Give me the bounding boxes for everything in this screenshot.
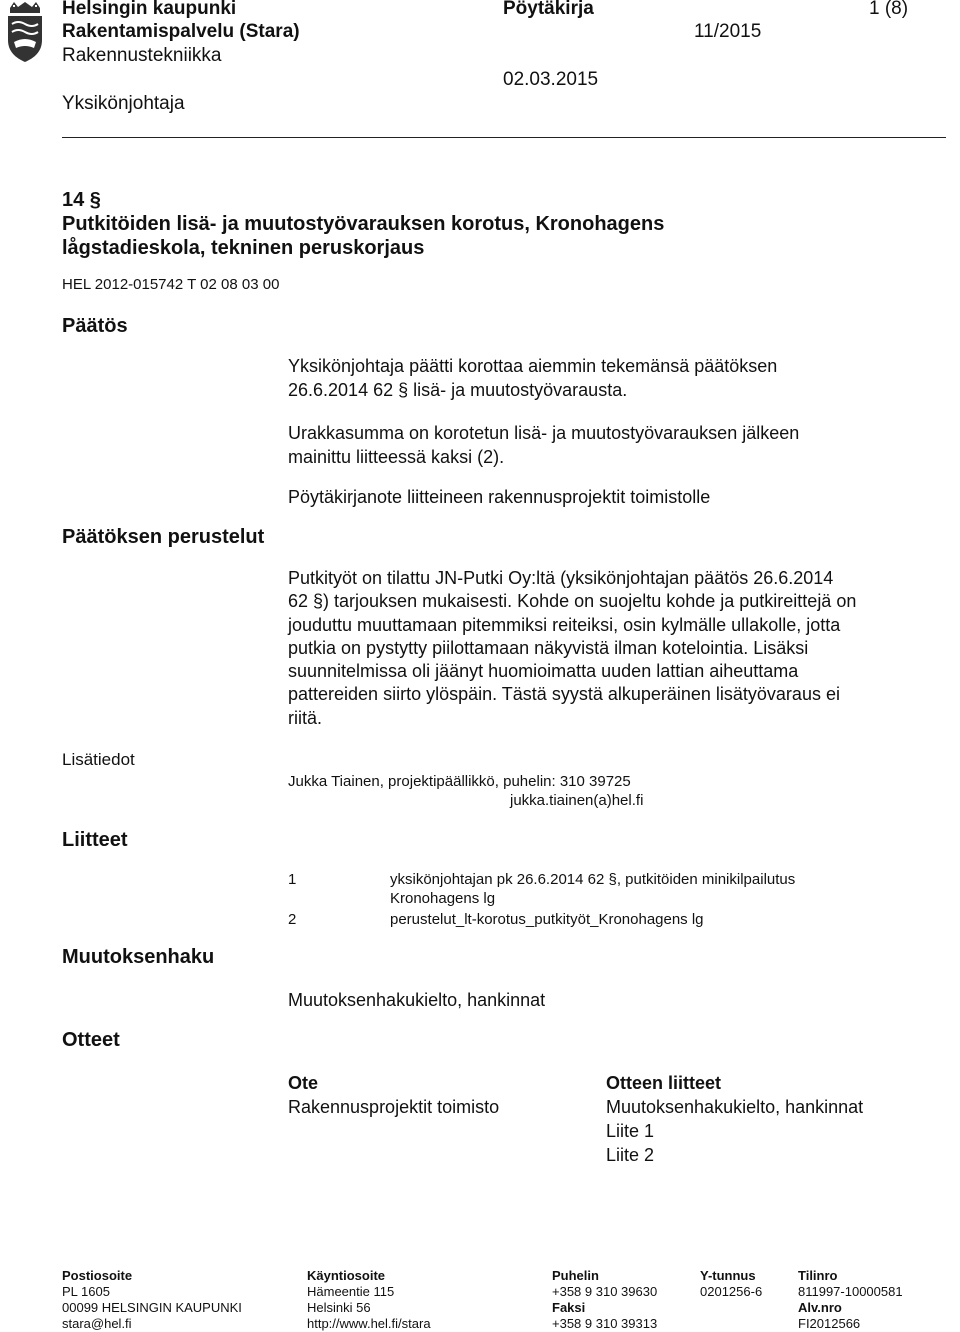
rationale-paragraph xyxy=(288,567,958,730)
attachment-number: 1 xyxy=(288,871,297,888)
footer-heading: Alv.nro xyxy=(798,1300,842,1315)
extract-recipient: Rakennusprojektit toimisto xyxy=(288,1097,500,1117)
label-lisatiedot: Lisätiedot xyxy=(62,750,135,769)
rationale-line: riitä. xyxy=(288,707,323,728)
helsinki-crest-icon xyxy=(4,2,46,64)
page-number: 1 (8) xyxy=(869,0,909,19)
footer-value: 00099 HELSINGIN KAUPUNKI xyxy=(62,1300,242,1315)
header-divider xyxy=(62,137,946,138)
doc-type: Pöytäkirja xyxy=(503,0,594,19)
doc-date: 02.03.2015 xyxy=(503,69,599,90)
footer-website[interactable]: http://www.hel.fi/stara xyxy=(307,1316,431,1331)
department-name: Rakennustekniikka xyxy=(62,45,222,66)
attachment-number: 2 xyxy=(288,911,297,928)
decision-p2-line2: mainittu liitteessä kaksi (2). xyxy=(288,447,505,467)
extract-attachment-item: Muutoksenhakukielto, hankinnat xyxy=(606,1097,864,1117)
extracts-header: Ote xyxy=(288,1073,319,1093)
decision-p3: Pöytäkirjanote liitteineen rakennusprojektit toimistolle xyxy=(288,487,711,507)
footer-value: 811997-10000581 xyxy=(798,1284,903,1299)
unit-name: Rakentamispalvelu (Stara) xyxy=(62,21,300,42)
footer-account xyxy=(798,1268,903,1332)
decision-p2-line1: Urakkasumma on korotetun lisä- ja muutostyövarauksen jälkeen xyxy=(288,423,800,443)
attachment-title-cont: Kronohagens lg xyxy=(390,890,496,907)
footer-phone xyxy=(552,1268,657,1332)
footer-value: 0201256-6 xyxy=(700,1284,763,1299)
rationale-line: suunnitelmissa oli jäänyt huomioimatta uuden lattian aiheuttama xyxy=(288,661,799,682)
decision-p1-line1: Yksikönjohtaja päätti korottaa aiemmin tekemänsä päätöksen xyxy=(288,356,778,376)
decision-p1-line2: 26.6.2014 62 § lisä- ja muutostyövarausta. xyxy=(288,380,628,400)
footer-heading: Puhelin xyxy=(552,1268,599,1283)
rationale-line: putkia on pystytty piilottamaan näkyvistä ilman kotelointia. Lisäksi xyxy=(288,637,809,658)
item-title-line1: Putkitöiden lisä- ja muutostyövarauksen korotus, Kronohagens xyxy=(62,213,665,235)
footer-postal xyxy=(62,1268,242,1332)
footer-value: Helsinki 56 xyxy=(307,1300,371,1315)
item-title-line2: lågstadieskola, tekninen peruskorjaus xyxy=(62,237,425,259)
reference-number: HEL 2012-015742 T 02 08 03 00 xyxy=(62,276,280,293)
appeal-text: Muutoksenhakukielto, hankinnat xyxy=(288,990,546,1010)
rationale-line: jouduttu muuttamaan pitemmiksi reiteiksi, osin kylmälle ullakolle, jotta xyxy=(288,614,841,635)
attachment-title[interactable]: perustelut_lt-korotus_putkityöt_Kronohagens lg xyxy=(390,911,704,928)
label-otteet: Otteet xyxy=(62,1029,120,1051)
doc-number: 11/2015 xyxy=(694,21,762,42)
item-number: 14 § xyxy=(62,189,101,211)
rationale-line: pattereiden siirto ylöspäin. Tästä syystä alkuperäinen lisätyövaraus ei xyxy=(288,684,840,705)
extract-attachment-item: Liite 2 xyxy=(606,1145,655,1165)
footer-value: FI2012566 xyxy=(798,1316,861,1331)
label-liitteet: Liitteet xyxy=(62,829,128,851)
footer-value: +358 9 310 39630 xyxy=(552,1284,658,1299)
footer-value: +358 9 310 39313 xyxy=(552,1316,658,1331)
rationale-line: Putkityöt on tilattu JN-Putki Oy:ltä (yksikönjohtajan päätös 26.6.2014 xyxy=(288,568,834,588)
footer-visiting xyxy=(307,1268,431,1332)
attachment-title[interactable]: yksikönjohtajan pk 26.6.2014 62 §, putkitöiden minikilpailutus xyxy=(390,871,796,888)
footer-email[interactable]: stara@hel.fi xyxy=(62,1316,132,1331)
footer-business-id xyxy=(700,1268,762,1300)
footer-heading: Käyntiosoite xyxy=(307,1268,386,1283)
footer-value: PL 1605 xyxy=(62,1284,110,1299)
label-perustelut: Päätöksen perustelut xyxy=(62,526,265,548)
label-paatos: Päätös xyxy=(62,315,128,337)
contact-email: jukka.tiainen(a)hel.fi xyxy=(510,792,644,809)
footer-heading: Postiosoite xyxy=(62,1268,133,1283)
decision-body: Yksikönjohtaja xyxy=(62,93,185,114)
footer-heading: Tilinro xyxy=(798,1268,838,1283)
footer-heading: Y-tunnus xyxy=(700,1268,756,1283)
rationale-line: 62 §) tarjouksen mukaisesti. Kohde on suojeltu kohde ja putkireittejä on xyxy=(288,591,857,612)
footer-heading: Faksi xyxy=(552,1300,586,1315)
org-name: Helsingin kaupunki xyxy=(62,0,237,19)
contact-line1: Jukka Tiainen, projektipäällikkö, puhelin: 310 39725 xyxy=(288,773,631,790)
extract-attachments-header: Otteen liitteet xyxy=(606,1073,722,1093)
label-muutoksenhaku: Muutoksenhaku xyxy=(62,946,215,968)
extract-attachment-item: Liite 1 xyxy=(606,1121,655,1141)
footer-value: Hämeentie 115 xyxy=(307,1284,395,1299)
